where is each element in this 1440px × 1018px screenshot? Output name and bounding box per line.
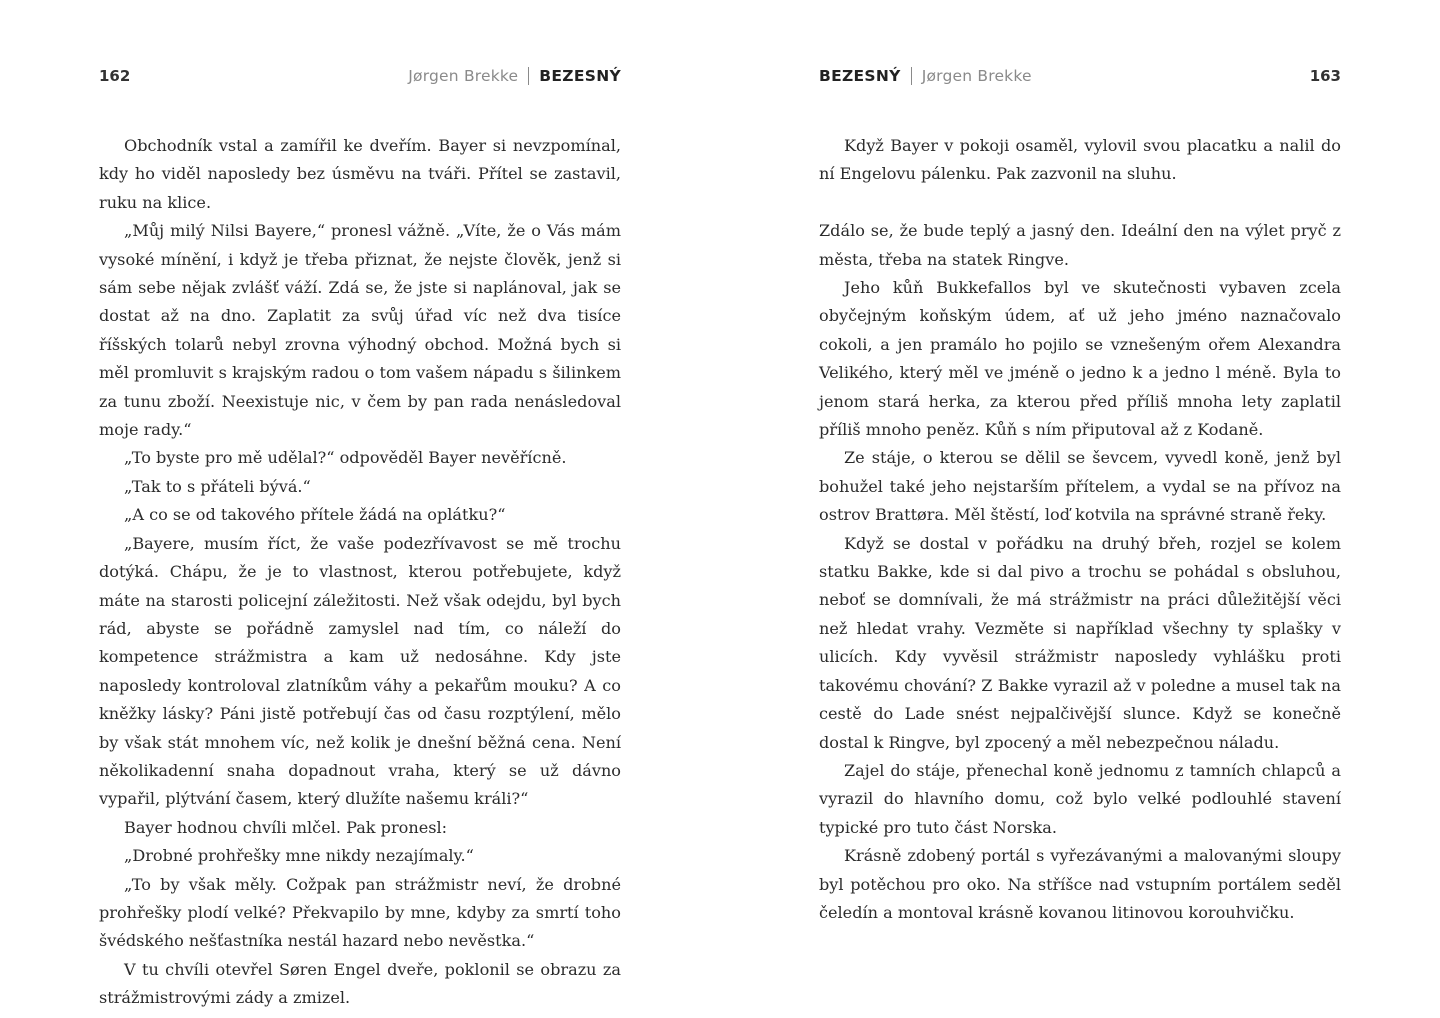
- right-page-body: [819, 132, 1341, 927]
- paragraph: Když se dostal v pořádku na druhý břeh, rozjel se kolem statku Bakke, kde si dal pivo a trochu se pohádal s obsluhou, neboť se domnívali, že má strážmistr na práci důležitější věci než hledat vrahy. Vezměte si například všechny ty splašky v ulicích. Kdy vyvěsil strážmistr naposledy vyhlášku proti takovému chování? Z Bakke vyrazil až v poledne a musel tak na cestě do Lade snést nejpalčivější slunce. Když se konečně dostal k Ringve, byl zpocený a měl nebezpečnou náladu.: [819, 533, 1341, 752]
- paragraph: Zdálo se, že bude teplý a jasný den. Ideální den na výlet pryč z města, třeba na statek Ringve.: [819, 221, 1341, 269]
- running-header: [819, 67, 1032, 85]
- paragraph: Jeho kůň Bukkefallos byl ve skutečnosti vybaven zcela obyčejným koňským údem, ať už jeho jméno naznačovalo cokoli, a jen pramálo ho pojilo se vznešeným ořem Alexandra Velikého, který měl ve jméně o jedno k a jedno l méně. Byla to jenom stará herka, za kterou před příliš mnoha lety zaplatil příliš mnoho peněz. Kůň s ním připutoval až z Kodaně.: [819, 278, 1341, 440]
- author-name: Jørgen Brekke: [921, 67, 1032, 85]
- page-number: 162: [99, 67, 131, 85]
- paragraph: „Drobné prohřešky mne nikdy nezajímaly.“: [124, 846, 474, 866]
- section-break: [819, 189, 1341, 217]
- right-page: [720, 0, 1440, 1018]
- header-separator: [528, 67, 529, 85]
- paragraph: „Můj milý Nilsi Bayere,“ pronesl vážně. „Víte, že o Vás mám vysoké mínění, i když je třeba přiznat, že nejste člověk, jenž si sám sebe nějak zvlášť váží. Zdá se, že jste si naplánoval, jak se dostat až na dno. Zaplatit za svůj úřad víc než dva tisíce říšských tolarů nebyl zrovna výhodný obchod. Možná bych si měl promluvit s krajským radou o tom vašem nápadu s šilinkem za tunu zboží. Neexistuje nic, v čem by pan rada nenásledoval moje rady.“: [99, 221, 621, 440]
- paragraph: „Tak to s přáteli bývá.“: [124, 476, 311, 496]
- left-page-body: [99, 132, 621, 1013]
- author-name: Jørgen Brekke: [408, 67, 519, 85]
- running-header: [408, 67, 621, 85]
- page-number: 163: [1309, 67, 1341, 85]
- book-title: BEZESNÝ: [819, 67, 901, 85]
- left-page-header: [99, 64, 621, 88]
- paragraph: Krásně zdobený portál s vyřezávanými a malovanými sloupy byl potěchou pro oko. Na stříšce nad vstupním portálem seděl čeledín a montoval krásně kovanou litinovou korouhvičku.: [819, 846, 1341, 922]
- paragraph: „A co se od takového přítele žádá na oplátku?“: [124, 505, 506, 525]
- header-separator: [911, 67, 912, 85]
- paragraph: V tu chvíli otevřel Søren Engel dveře, poklonil se obrazu za strážmistrovými zády a zmizel.: [99, 959, 621, 1008]
- paragraph: Zajel do stáje, přenechal koně jednomu z tamních chlapců a vyrazil do hlavního domu, což bylo velké podlouhlé stavení typické pro tuto část Norska.: [819, 760, 1341, 837]
- paragraph: „To byste pro mě udělal?“ odpověděl Bayer nevěřícně.: [124, 448, 567, 468]
- paragraph: Ze stáje, o kterou se dělil se ševcem, vyvedl koně, jenž byl bohužel také jeho nejstarším přítelem, a vydal se na přívoz na ostrov Brattøra. Měl štěstí, loď kotvila na správné straně řeky.: [819, 448, 1341, 525]
- paragraph: Bayer hodnou chvíli mlčel. Pak pronesl:: [124, 817, 448, 837]
- paragraph: Obchodník vstal a zamířil ke dveřím. Bayer si nevzpomínal, kdy ho viděl naposledy bez úsměvu na tváři. Přítel se zastavil, ruku na klice.: [99, 136, 621, 212]
- paragraph: Když Bayer v pokoji osaměl, vylovil svou placatku a nalil do ní Engelovu pálenku. Pak zazvonil na sluhu.: [819, 136, 1341, 184]
- paragraph: „To by však měly. Cožpak pan strážmistr neví, že drobné prohřešky plodí velké? Překvapilo by mne, kdyby za smrtí toho švédského nešťastníka nestál hazard nebo nevěstka.“: [99, 874, 621, 951]
- paragraph: „Bayere, musím říct, že vaše podezřívavost se mě trochu dotýká. Chápu, že je to vlastnost, kterou potřebujete, když máte na starosti policejní záležitosti. Než však odejdu, byl bych rád, abyste se pořádně zamyslel nad tím, co náleží do kompetence strážmistra a kam už nedosáhne. Kdy jste naposledy kontroloval zlatníkům váhy a pekařům mouku? A co kněžky lásky? Páni jistě potřebují čas od času rozptýlení, mělo by však stát mnohem víc, než kolik je dnešní běžná cena. Není několikadenní snaha dopadnout vraha, který se už dávno vypařil, plýtvání časem, který dlužíte našemu králi?“: [99, 533, 621, 809]
- book-title: BEZESNÝ: [539, 67, 621, 85]
- right-page-header: [819, 64, 1341, 88]
